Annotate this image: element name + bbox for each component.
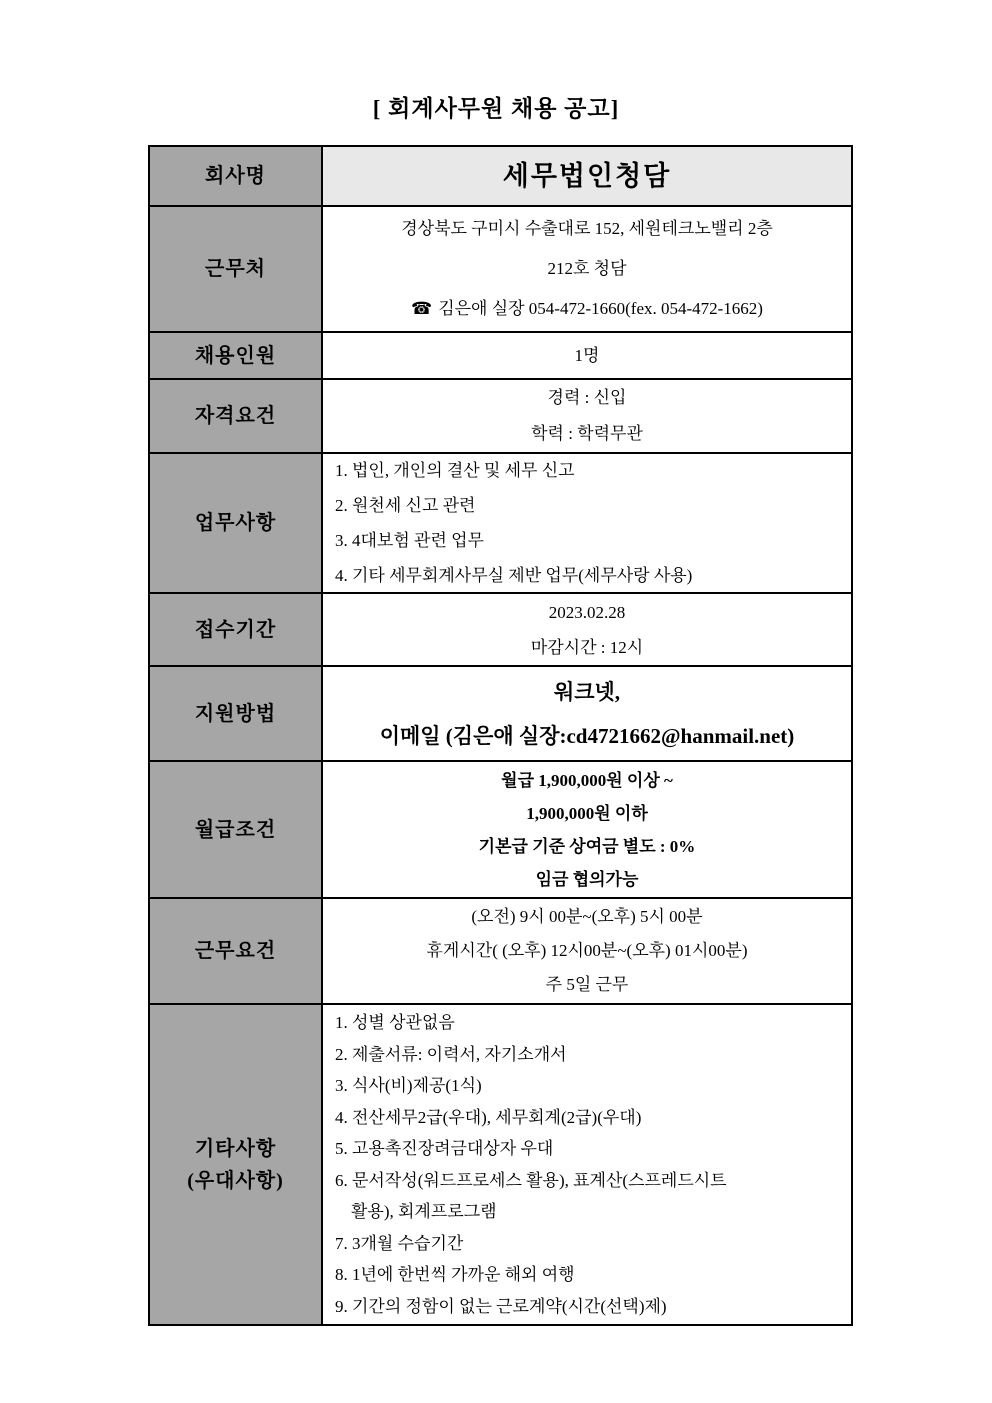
- company-name: 세무법인청담: [502, 161, 672, 191]
- table-row-duties: [150, 454, 851, 594]
- company-cell: [323, 147, 851, 205]
- apply-method-email: 이메일 (김은애 실장:cd4721662@hanmail.net): [379, 723, 795, 748]
- duty-item: 2. 원천세 신고 관련: [335, 496, 476, 515]
- table-row-salary: [150, 762, 851, 899]
- duty-item: 4. 기타 세무회계사무실 제반 업무(세무사랑 사용): [335, 566, 693, 585]
- work-hours: (오전) 9시 00분~(오후) 5시 00분: [471, 907, 703, 926]
- row-label-qualifications: 자격요건: [150, 380, 323, 452]
- work-days: 주 5일 근무: [545, 975, 629, 994]
- row-label-etc-line2: (우대사항): [187, 1169, 284, 1192]
- salary-negotiable: 임금 협의가능: [535, 869, 639, 889]
- qualification-career: 경력 : 신입: [547, 388, 627, 407]
- workplace-address: 경상북도 구미시 수출대로 152, 세원테크노밸리 2층: [401, 219, 773, 238]
- job-posting-table: [148, 145, 853, 1326]
- salary-bonus: 기본급 기준 상여금 별도 : 0%: [478, 836, 696, 856]
- apply-method-cell: [323, 667, 851, 760]
- row-label-salary: 월급조건: [150, 762, 323, 897]
- duty-item: 3. 4대보험 관련 업무: [335, 531, 484, 550]
- etc-item: 1. 성별 상관없음: [335, 1013, 455, 1032]
- salary-min: 월급 1,900,000원 이상 ~: [501, 770, 673, 790]
- row-label-etc: [150, 1005, 323, 1324]
- workplace-cell: [323, 207, 851, 331]
- qualification-education: 학력 : 학력무관: [531, 424, 643, 443]
- table-row-headcount: [150, 333, 851, 380]
- etc-item-continuation: 활용), 회계프로그램: [351, 1202, 497, 1221]
- qualifications-cell: [323, 380, 851, 452]
- row-label-etc-line1: 기타사항: [194, 1137, 277, 1160]
- etc-cell: [323, 1005, 851, 1324]
- row-label-work-conditions: 근무요건: [150, 899, 323, 1003]
- table-row-qualifications: [150, 380, 851, 454]
- etc-item: 2. 제출서류: 이력서, 자기소개서: [335, 1044, 567, 1064]
- headcount-cell: [323, 333, 851, 378]
- break-time: 휴게시간( (오후) 12시00분~(오후) 01시00분): [426, 941, 748, 960]
- etc-item: 5. 고용촉진장려금대상자 우대: [335, 1139, 554, 1158]
- table-row-apply-method: [150, 667, 851, 762]
- workplace-address-2: 212호 청담: [547, 259, 627, 278]
- salary-max: 1,900,000원 이하: [526, 803, 648, 823]
- deadline-date: 2023.02.28: [548, 602, 626, 622]
- etc-item: 6. 문서작성(워드프로세스 활용), 표계산(스프레드시트: [335, 1170, 727, 1190]
- work-conditions-cell: [323, 899, 851, 1003]
- row-label-workplace: 근무처: [150, 207, 323, 331]
- table-row-etc: [150, 1005, 851, 1324]
- phone-icon: ☎: [411, 299, 433, 318]
- etc-item: 8. 1년에 한번씩 가까운 해외 여행: [335, 1265, 575, 1284]
- row-label-company: 회사명: [150, 147, 323, 205]
- etc-item: 9. 기간의 정함이 없는 근로계약(시간(선택)제): [335, 1296, 667, 1316]
- workplace-contact: [411, 289, 763, 329]
- table-row-company: [150, 147, 851, 207]
- headcount-value: 1명: [574, 346, 600, 365]
- row-label-apply-method: 지원방법: [150, 667, 323, 760]
- page-title: [ 회계사무원 채용 공고]: [372, 96, 620, 121]
- table-row-application-period: [150, 594, 851, 667]
- row-label-duties: 업무사항: [150, 454, 323, 592]
- salary-cell: [323, 762, 851, 897]
- etc-item: 3. 식사(비)제공(1식): [335, 1076, 482, 1095]
- table-row-workplace: [150, 207, 851, 333]
- duties-cell: [323, 454, 851, 592]
- row-label-headcount: 채용인원: [150, 333, 323, 378]
- etc-item: 4. 전산세무2급(우대), 세무회계(2급)(우대): [335, 1107, 642, 1127]
- table-row-work-conditions: [150, 899, 851, 1005]
- application-period-cell: [323, 594, 851, 665]
- apply-method-worknet: 워크넷,: [553, 679, 621, 704]
- row-label-application-period: 접수기간: [150, 594, 323, 665]
- contact-text: 김은애 실장 054-472-1660(fex. 054-472-1662): [438, 299, 763, 318]
- duty-item: 1. 법인, 개인의 결산 및 세무 신고: [335, 461, 575, 480]
- deadline-time: 마감시간 : 12시: [530, 637, 644, 657]
- etc-item: 7. 3개월 수습기간: [335, 1233, 464, 1253]
